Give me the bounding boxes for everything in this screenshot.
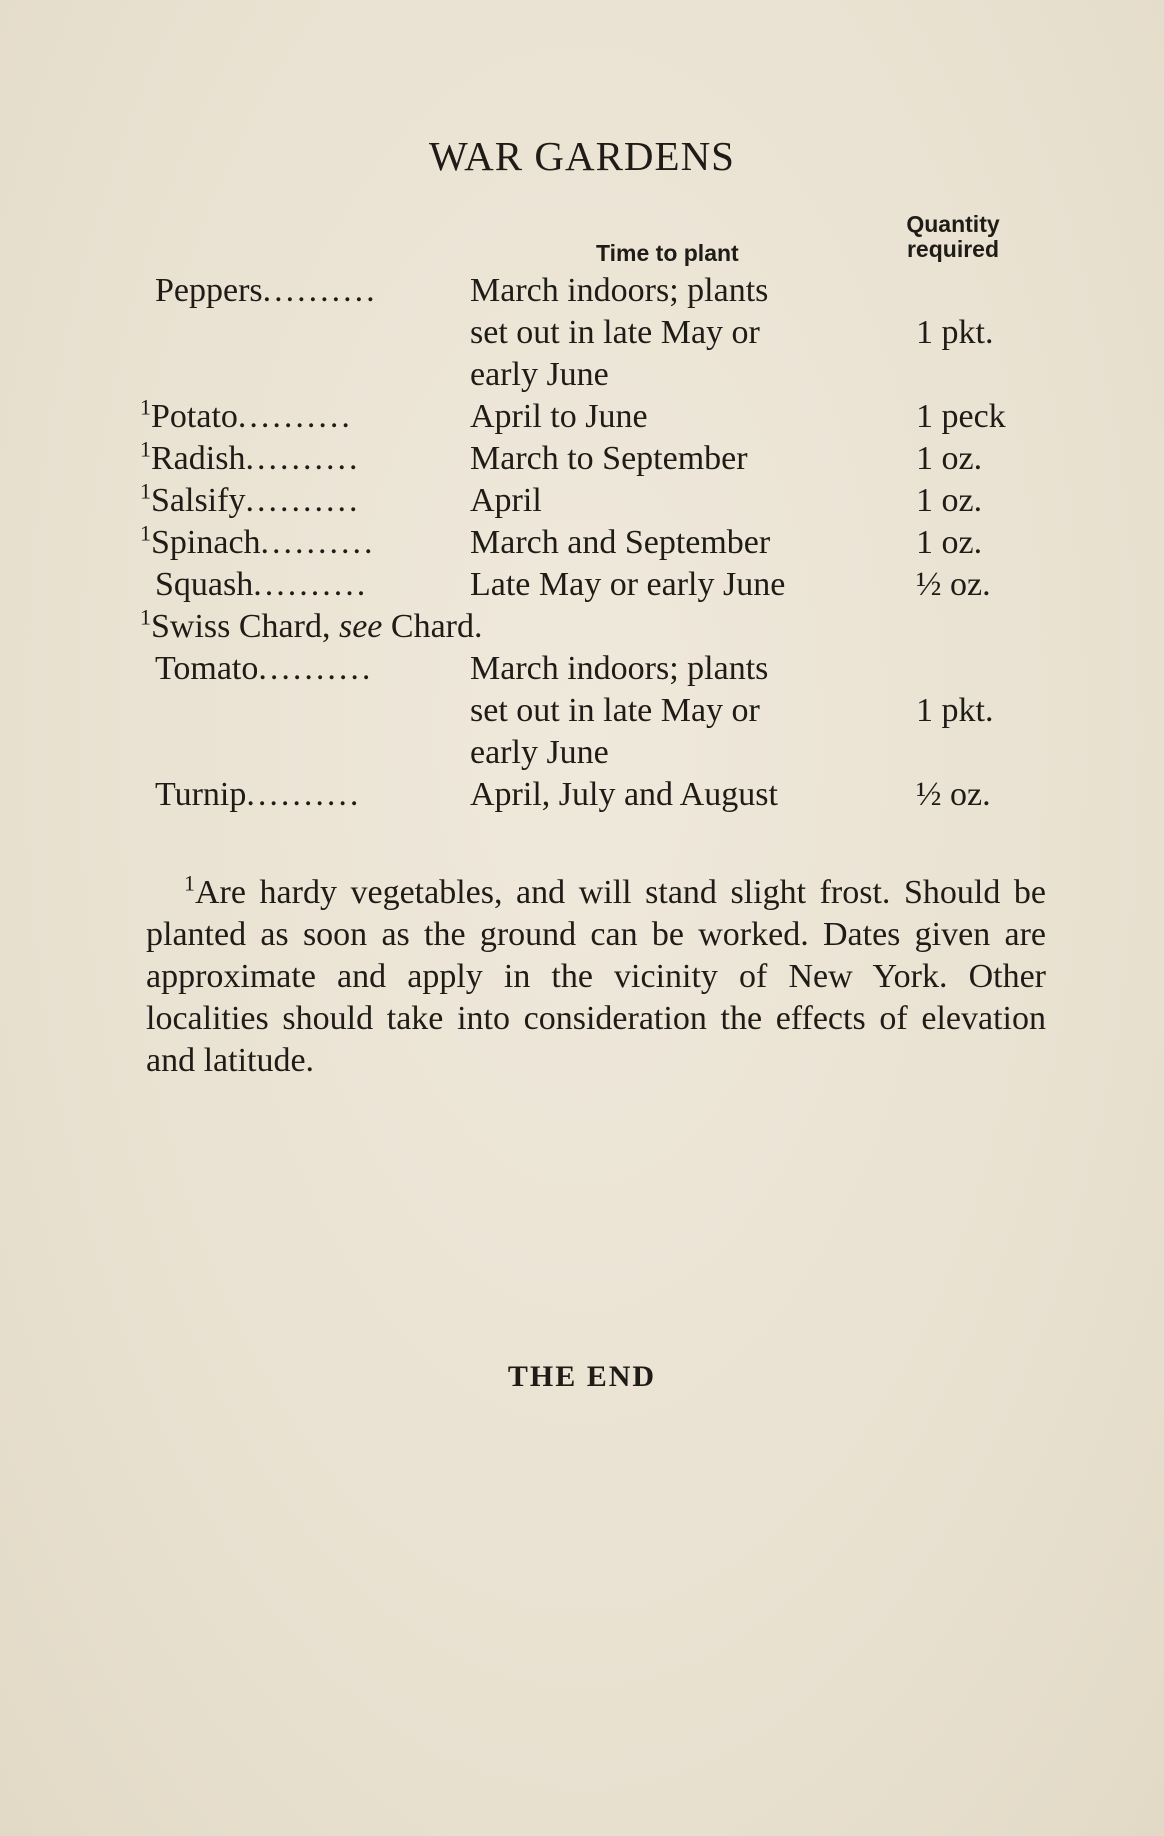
planting-time: March indoors; plants set out in late May or early June: [470, 650, 769, 771]
quantity-header-line1: Quantity: [906, 211, 1000, 237]
quantity-required-header: [888, 212, 1018, 262]
table-row-peppers: [0, 270, 1164, 396]
see-reference: see: [338, 608, 383, 645]
planting-time: March to September: [470, 440, 748, 477]
quantity: 1 oz.: [916, 482, 983, 519]
leader-dots: ..........: [246, 776, 362, 813]
leader-dots: ..........: [253, 566, 369, 603]
vegetable-name: Tomato..........: [155, 650, 374, 687]
quantity: 1 peck: [916, 398, 1006, 435]
quantity: 1 oz.: [916, 524, 983, 561]
planting-time: March indoors; plants set out in late May or early June: [470, 272, 769, 393]
vegetable-name: Peppers..........: [155, 272, 378, 309]
quantity: 1 pkt.: [916, 314, 994, 351]
chard-reference: Chard.: [382, 608, 483, 645]
table-row-radish: [0, 438, 1164, 480]
column-headers: [0, 212, 1164, 272]
footnote-mark: 1: [184, 870, 195, 896]
leader-dots: ..........: [262, 272, 378, 309]
hardy-vegetables-footnote: [146, 872, 1046, 1082]
planting-time: Late May or early June: [470, 566, 786, 603]
swiss-chard-name: Swiss Chard,: [151, 608, 339, 645]
vegetable-name: $^1$Potato..........: [140, 396, 353, 435]
hardy-footnote-mark: 1: [140, 396, 151, 420]
planting-time: April: [470, 482, 542, 519]
planting-time: April, July and August: [470, 776, 778, 813]
time-to-plant-header: Time to plant: [596, 240, 739, 266]
vegetable-name: $^1$Spinach..........: [140, 522, 376, 561]
planting-time: March and September: [470, 524, 771, 561]
table-row-salsify: [0, 480, 1164, 522]
running-head: WAR GARDENS: [429, 133, 735, 179]
hardy-footnote-mark: 1: [140, 438, 151, 462]
planting-table: [0, 270, 1164, 816]
vegetable-name: $^1$Salsify..........: [140, 480, 361, 519]
leader-dots: ..........: [237, 398, 353, 435]
leader-dots: ..........: [245, 440, 361, 477]
table-row-turnip: [0, 774, 1164, 816]
table-row-spinach: [0, 522, 1164, 564]
leader-dots: ..........: [260, 524, 376, 561]
planting-time: April to June: [470, 398, 648, 435]
the-end: THE END: [507, 1360, 657, 1393]
hardy-footnote-mark: 1: [140, 480, 151, 504]
quantity: 1 oz.: [916, 440, 983, 477]
quantity-header-line2: required: [906, 236, 1000, 262]
table-row-potato: [0, 396, 1164, 438]
hardy-footnote-mark: 1: [140, 604, 151, 630]
leader-dots: ..........: [245, 482, 361, 519]
table-row-swiss-chard: [0, 606, 1164, 648]
quantity: 1 pkt.: [916, 692, 994, 729]
vegetable-name: $^1$Radish..........: [140, 438, 361, 477]
footnote-text: Are hardy vegetables, and will stand slight frost. Should be planted as soon as the ground can be worked. Dates given are approximate and apply in the vicinity of New York. Other localities should take into consideration the effects of elevation and latitude.: [146, 874, 1046, 1079]
table-row-squash: [0, 564, 1164, 606]
quantity: ½ oz.: [916, 566, 991, 603]
leader-dots: ..........: [258, 650, 374, 687]
vegetable-name: Turnip..........: [155, 776, 362, 813]
table-row-tomato: [0, 648, 1164, 774]
hardy-footnote-mark: 1: [140, 522, 151, 546]
vegetable-name: Squash..........: [155, 566, 369, 603]
quantity: ½ oz.: [916, 776, 991, 813]
